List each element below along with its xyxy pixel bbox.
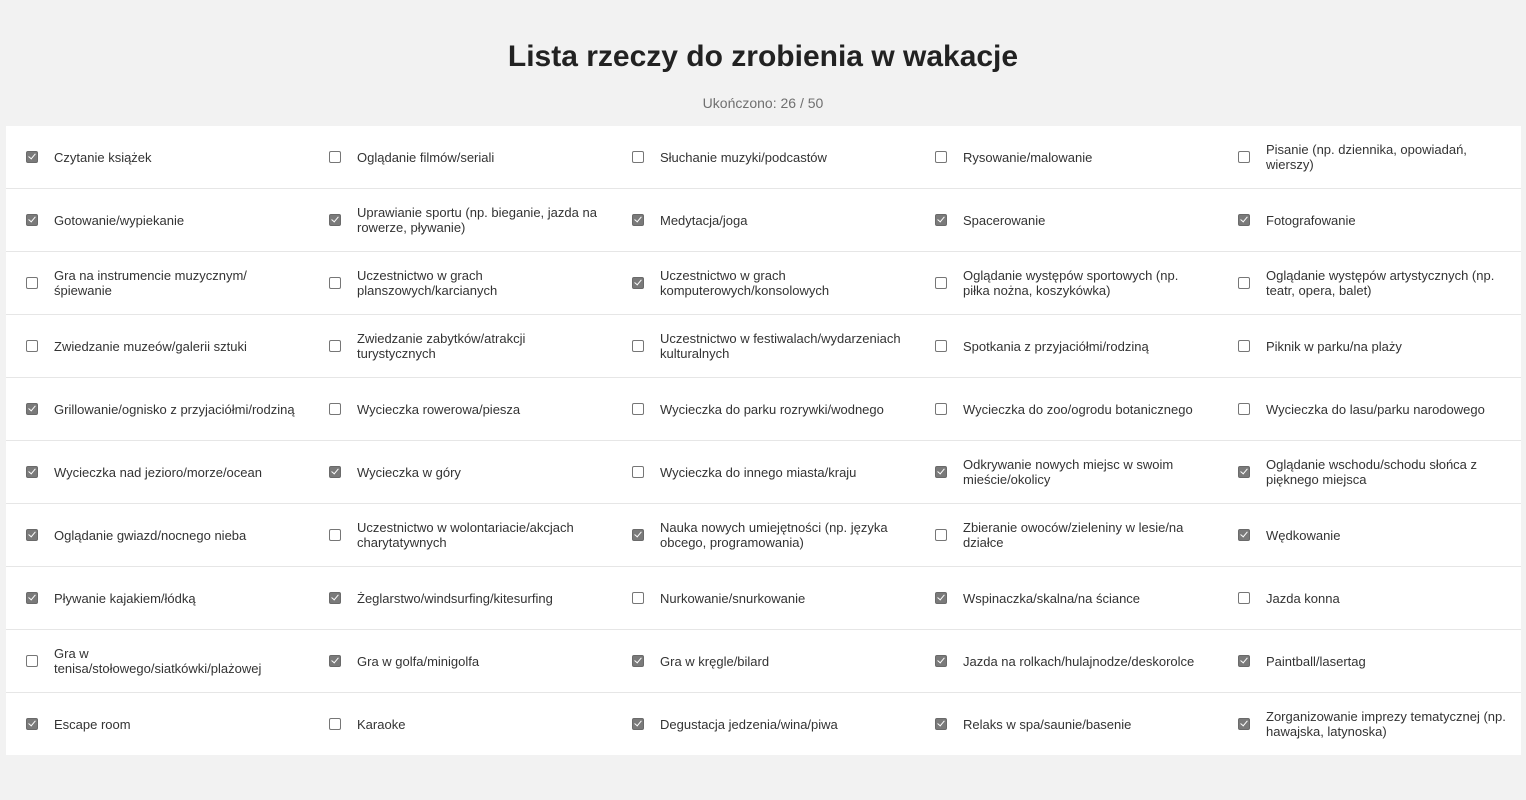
task-label: Zbieranie owoców/zieleniny w lesie/na działce — [963, 520, 1184, 550]
task-checkbox[interactable] — [26, 277, 38, 289]
task-label: Pływanie kajakiem/łódką — [54, 590, 196, 606]
task-checkbox-checked[interactable] — [632, 529, 644, 541]
task-checkbox[interactable] — [26, 340, 38, 352]
task-item[interactable] — [6, 630, 309, 692]
task-label: Uprawianie sportu (np. bieganie, jazda na rowerze, pływanie) — [357, 205, 597, 235]
task-label: Odkrywanie nowych miejsc w swoim mieście/okolicy — [963, 457, 1174, 487]
task-checkbox-checked[interactable] — [1238, 655, 1250, 667]
task-label: Relaks w spa/saunie/basenie — [963, 716, 1132, 732]
task-checkbox-checked[interactable] — [26, 403, 38, 415]
task-label: Spotkania z przyjaciółmi/rodziną — [963, 338, 1149, 354]
task-checkbox-checked[interactable] — [329, 655, 341, 667]
task-label: Medytacja/joga — [660, 212, 748, 228]
task-item[interactable] — [915, 126, 1218, 188]
task-label: Wycieczka do innego miasta/kraju — [660, 464, 857, 480]
task-item[interactable] — [6, 315, 309, 377]
task-label: Uczestnictwo w festiwalach/wydarzeniach kulturalnych — [660, 331, 901, 361]
task-checkbox-checked[interactable] — [632, 214, 644, 226]
task-label: Wspinaczka/skalna/na ściance — [963, 590, 1141, 606]
task-checkbox-checked[interactable] — [935, 592, 947, 604]
task-item[interactable] — [915, 693, 1218, 755]
task-item[interactable] — [612, 567, 915, 629]
task-item[interactable] — [6, 504, 309, 566]
task-checkbox[interactable] — [935, 277, 947, 289]
task-label: Uczestnictwo w wolontariacie/akcjach charytatywnych — [357, 520, 574, 550]
task-label: Wycieczka do zoo/ogrodu botanicznego — [963, 401, 1193, 417]
task-label: Degustacja jedzenia/wina/piwa — [660, 716, 838, 732]
task-item[interactable] — [309, 441, 612, 503]
task-label: Nauka nowych umiejętności (np. języka obcego, programowania) — [660, 520, 888, 550]
task-checkbox-checked[interactable] — [329, 466, 341, 478]
task-checkbox[interactable] — [26, 655, 38, 667]
task-row — [6, 126, 1521, 189]
task-item[interactable] — [1218, 189, 1521, 251]
task-checkbox[interactable] — [329, 277, 341, 289]
task-label: Zwiedzanie zabytków/atrakcji turystycznych — [357, 331, 526, 361]
task-item[interactable] — [1218, 315, 1521, 377]
task-row — [6, 189, 1521, 252]
task-label: Wycieczka do lasu/parku narodowego — [1266, 401, 1485, 417]
task-item[interactable] — [915, 189, 1218, 251]
task-item[interactable] — [309, 315, 612, 377]
task-checkbox-checked[interactable] — [1238, 529, 1250, 541]
task-checkbox-checked[interactable] — [632, 277, 644, 289]
task-label: Nurkowanie/snurkowanie — [660, 590, 806, 606]
task-checkbox-checked[interactable] — [1238, 466, 1250, 478]
task-item[interactable] — [6, 693, 309, 755]
task-item[interactable] — [6, 189, 309, 251]
task-label: Gra w tenisa/stołowego/siatkówki/plażowej — [54, 646, 262, 676]
task-item[interactable] — [612, 693, 915, 755]
task-row — [6, 504, 1521, 567]
task-item[interactable] — [6, 126, 309, 188]
task-item[interactable] — [309, 252, 612, 314]
task-checkbox[interactable] — [329, 403, 341, 415]
task-item[interactable] — [915, 504, 1218, 566]
task-checkbox-checked[interactable] — [26, 214, 38, 226]
task-checkbox[interactable] — [935, 403, 947, 415]
task-item[interactable] — [1218, 693, 1521, 755]
task-label: Oglądanie wschodu/schodu słońca z pięknego miejsca — [1266, 457, 1478, 487]
task-label: Słuchanie muzyki/podcastów — [660, 149, 827, 165]
task-item[interactable] — [6, 441, 309, 503]
task-checkbox[interactable] — [1238, 277, 1250, 289]
task-checkbox[interactable] — [1238, 403, 1250, 415]
task-checkbox[interactable] — [329, 718, 341, 730]
task-label: Wycieczka w góry — [357, 464, 461, 480]
task-item[interactable] — [1218, 441, 1521, 503]
task-label: Jazda na rolkach/hulajnodze/deskorolce — [963, 653, 1195, 669]
task-checkbox[interactable] — [632, 340, 644, 352]
task-row — [6, 252, 1521, 315]
task-checkbox-checked[interactable] — [26, 718, 38, 730]
task-item[interactable] — [1218, 126, 1521, 188]
task-checkbox[interactable] — [329, 529, 341, 541]
task-item[interactable] — [1218, 504, 1521, 566]
task-item[interactable] — [1218, 252, 1521, 314]
task-label: Oglądanie występów sportowych (np. piłka nożna, koszykówka) — [963, 268, 1179, 298]
task-checkbox-checked[interactable] — [1238, 718, 1250, 730]
task-checkbox[interactable] — [1238, 340, 1250, 352]
task-item[interactable] — [309, 189, 612, 251]
task-label: Gotowanie/wypiekanie — [54, 212, 185, 228]
task-checkbox[interactable] — [1238, 592, 1250, 604]
task-label: Oglądanie występów artystycznych (np. teatr, opera, balet) — [1266, 268, 1495, 298]
task-item[interactable] — [1218, 378, 1521, 440]
task-item[interactable] — [6, 252, 309, 314]
task-label: Wycieczka nad jezioro/morze/ocean — [54, 464, 262, 480]
task-row — [6, 441, 1521, 504]
task-item[interactable] — [6, 567, 309, 629]
task-label: Karaoke — [357, 716, 406, 732]
task-checkbox-checked[interactable] — [935, 214, 947, 226]
task-checkbox[interactable] — [632, 151, 644, 163]
task-label: Zorganizowanie imprezy tematycznej (np. hawajska, latynoska) — [1266, 709, 1506, 739]
task-label: Piknik w parku/na plaży — [1266, 338, 1402, 354]
task-checkbox[interactable] — [632, 592, 644, 604]
task-label: Jazda konna — [1266, 590, 1340, 606]
task-checkbox[interactable] — [935, 529, 947, 541]
task-label: Gra w golfa/minigolfa — [357, 653, 480, 669]
task-checkbox-checked[interactable] — [632, 655, 644, 667]
task-label: Wycieczka do parku rozrywki/wodnego — [660, 401, 884, 417]
task-item[interactable] — [309, 378, 612, 440]
task-label: Uczestnictwo w grach komputerowych/konsolowych — [660, 268, 830, 298]
task-label: Uczestnictwo w grach planszowych/karcianych — [357, 268, 498, 298]
task-label: Gra na instrumencie muzycznym/ śpiewanie — [54, 268, 247, 298]
task-item[interactable] — [612, 315, 915, 377]
task-label: Czytanie książek — [54, 149, 152, 165]
task-item[interactable] — [915, 441, 1218, 503]
task-label: Żeglarstwo/windsurfing/kitesurfing — [357, 590, 553, 606]
task-checkbox-checked[interactable] — [935, 655, 947, 667]
task-item[interactable] — [915, 630, 1218, 692]
task-item[interactable] — [612, 126, 915, 188]
task-checkbox-checked[interactable] — [26, 151, 38, 163]
task-checkbox-checked[interactable] — [26, 529, 38, 541]
task-checkbox-checked[interactable] — [632, 718, 644, 730]
task-checkbox[interactable] — [329, 340, 341, 352]
task-checkbox-checked[interactable] — [329, 214, 341, 226]
task-label: Wycieczka rowerowa/piesza — [357, 401, 521, 417]
task-item[interactable] — [612, 252, 915, 314]
task-item[interactable] — [1218, 567, 1521, 629]
task-checkbox[interactable] — [1238, 151, 1250, 163]
task-row — [6, 567, 1521, 630]
task-item[interactable] — [612, 378, 915, 440]
task-row — [6, 315, 1521, 378]
task-checkbox[interactable] — [632, 466, 644, 478]
task-checkbox[interactable] — [329, 151, 341, 163]
task-item[interactable] — [612, 504, 915, 566]
task-item[interactable] — [915, 315, 1218, 377]
task-item[interactable] — [309, 504, 612, 566]
task-label: Fotografowanie — [1266, 212, 1356, 228]
page-title: Lista rzeczy do zrobienia w wakacje — [507, 40, 1019, 73]
task-item[interactable] — [309, 126, 612, 188]
task-label: Pisanie (np. dziennika, opowiadań, wierszy) — [1266, 142, 1467, 172]
task-label: Zwiedzanie muzeów/galerii sztuki — [54, 338, 247, 354]
task-row — [6, 378, 1521, 441]
task-label: Oglądanie gwiazd/nocnego nieba — [54, 527, 247, 543]
task-label: Spacerowanie — [963, 212, 1046, 228]
task-checkbox[interactable] — [935, 151, 947, 163]
task-item[interactable] — [915, 567, 1218, 629]
task-item[interactable] — [612, 189, 915, 251]
progress-counter: Ukończono: 26 / 50 — [702, 95, 824, 111]
task-label: Oglądanie filmów/seriali — [357, 149, 495, 165]
task-label: Gra w kręgle/bilard — [660, 653, 770, 669]
task-checkbox-checked[interactable] — [935, 718, 947, 730]
task-item[interactable] — [309, 567, 612, 629]
task-label: Grillowanie/ognisko z przyjaciółmi/rodziną — [54, 401, 295, 417]
task-label: Paintball/lasertag — [1266, 653, 1366, 669]
task-checkbox[interactable] — [632, 403, 644, 415]
task-checkbox-checked[interactable] — [26, 466, 38, 478]
task-item[interactable] — [612, 441, 915, 503]
task-label: Escape room — [54, 716, 131, 732]
task-label: Wędkowanie — [1266, 527, 1341, 543]
task-row — [6, 693, 1521, 755]
task-checkbox-checked[interactable] — [26, 592, 38, 604]
task-table — [6, 126, 1521, 755]
task-item[interactable] — [309, 630, 612, 692]
task-checkbox-checked[interactable] — [935, 466, 947, 478]
task-checkbox[interactable] — [935, 340, 947, 352]
task-item[interactable] — [309, 693, 612, 755]
task-item[interactable] — [915, 252, 1218, 314]
task-item[interactable] — [6, 378, 309, 440]
task-checkbox-checked[interactable] — [329, 592, 341, 604]
task-row — [6, 630, 1521, 693]
task-item[interactable] — [612, 630, 915, 692]
task-item[interactable] — [1218, 630, 1521, 692]
task-item[interactable] — [915, 378, 1218, 440]
task-checkbox-checked[interactable] — [1238, 214, 1250, 226]
task-label: Rysowanie/malowanie — [963, 149, 1093, 165]
